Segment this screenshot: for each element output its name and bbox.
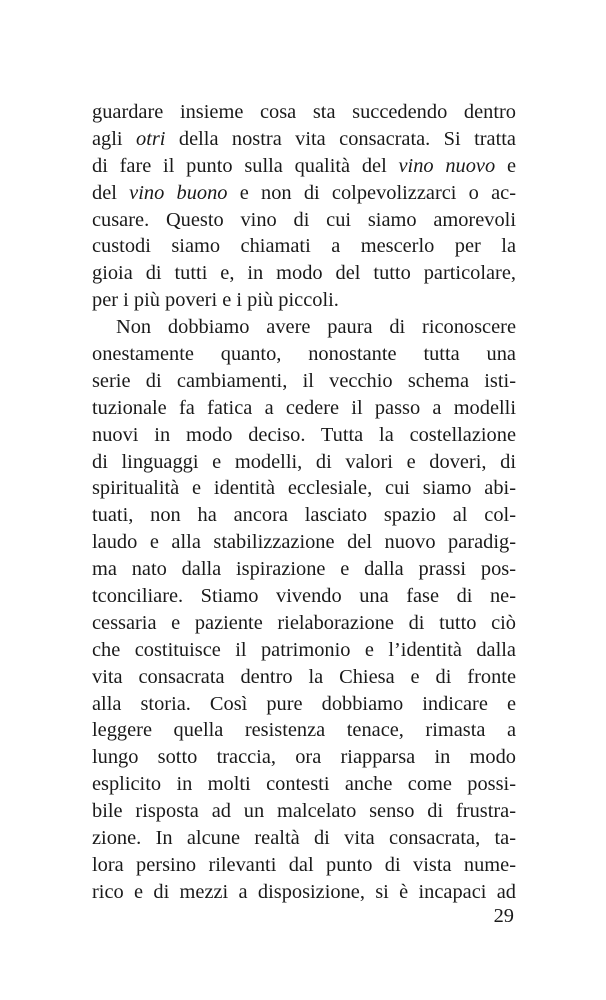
text-line: vita consacrata dentro la Chiesa e di fronte [92, 665, 516, 688]
page-number: 29 [493, 905, 514, 927]
text-line: Non dobbiamo avere paura di riconoscere [116, 316, 516, 339]
text-line: tconciliare. Stiamo vivendo una fase di ne- [92, 585, 516, 608]
text-line: lora persino rilevanti dal punto di vista nume- [92, 853, 516, 876]
text-line: che costituisce il patrimonio e l’identità dalla [92, 638, 516, 661]
italic-text: otri [136, 127, 166, 150]
paragraph [92, 99, 516, 314]
text-line: di linguaggi e modelli, di valori e doveri, di [92, 450, 516, 473]
text-line: custodi siamo chiamati a mescerlo per la [92, 235, 516, 258]
text-line: tuati, non ha ancora lasciato spazio al col- [92, 504, 516, 527]
text-line: esplicito in molti contesti anche come possi- [92, 773, 516, 796]
text-line: cessaria e paziente rielaborazione di tutto ciò [92, 611, 516, 634]
italic-text: vino nuovo [398, 154, 496, 177]
text-line: serie di cambiamenti, il vecchio schema isti- [92, 369, 516, 392]
paragraph [92, 314, 516, 906]
text-line: bile risposta ad un malcelato senso di frustra- [92, 800, 516, 823]
body-text [92, 99, 516, 906]
text-line: laudo e alla stabilizzazione del nuovo paradig- [92, 531, 516, 554]
text-line: spiritualità e identità ecclesiale, cui siamo abi- [92, 477, 516, 500]
text-line: nuovi in modo deciso. Tutta la costellazione [92, 423, 516, 446]
text-line: alla storia. Così pure dobbiamo indicare e [92, 692, 516, 715]
text-line: cusare. Questo vino di cui siamo amorevoli [92, 208, 516, 231]
text-line: ma nato dalla ispirazione e dalla prassi pos- [92, 558, 516, 581]
italic-text: vino buono [129, 181, 228, 204]
text-line: del vino buono e non di colpevolizzarci o ac- [92, 181, 516, 204]
text-line: zione. In alcune realtà di vita consacrata, ta- [92, 827, 516, 850]
text-line: gioia di tutti e, in modo del tutto particolare, [92, 262, 516, 285]
text-line: agli otri della nostra vita consacrata. Si tratta [92, 127, 516, 150]
text-line: rico e di mezzi a disposizione, si è incapaci ad [92, 880, 516, 903]
text-line: lungo sotto traccia, ora riapparsa in modo [92, 746, 516, 769]
text-line: tuzionale fa fatica a cedere il passo a modelli [92, 396, 516, 419]
text-line: guardare insieme cosa sta succedendo dentro [92, 101, 516, 123]
text-line: di fare il punto sulla qualità del vino nuovo e [92, 154, 516, 177]
text-line: onestamente quanto, nonostante tutta una [92, 343, 516, 366]
text-line: leggere quella resistenza tenace, rimasta a [92, 719, 516, 742]
text-line: per i più poveri e i più piccoli. [92, 289, 339, 312]
